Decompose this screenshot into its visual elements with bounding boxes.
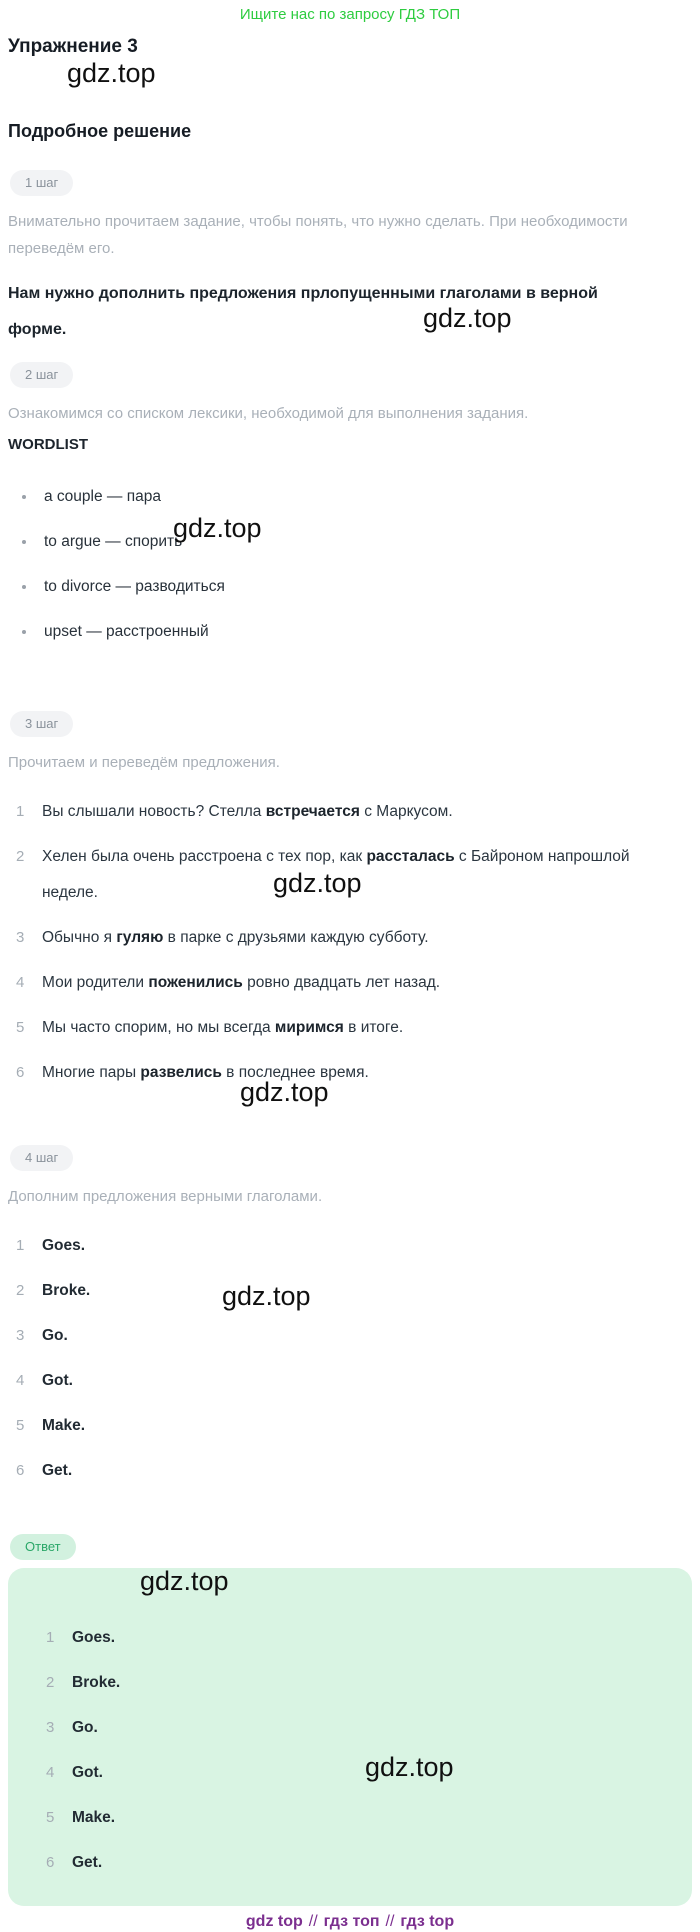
step-2-badge: 2 шаг bbox=[10, 362, 73, 388]
wordlist-text: to divorce — разводиться bbox=[44, 578, 225, 595]
list-item bbox=[30, 1800, 672, 1836]
answer-badge: Ответ bbox=[10, 1534, 76, 1560]
step-4-note: Дополним предложения верными глаголами. bbox=[8, 1188, 323, 1205]
item-text: Make. bbox=[42, 1417, 86, 1434]
list-item bbox=[0, 1408, 700, 1444]
watermark: gdz.top bbox=[140, 1566, 229, 1596]
wordlist-item bbox=[14, 479, 700, 515]
item-text: Мы часто спорим, но мы всегда миримся в итоге. bbox=[42, 1019, 404, 1036]
watermark: gdz.top bbox=[67, 58, 156, 88]
list-item bbox=[30, 1845, 672, 1881]
wordlist-text: a couple — пара bbox=[44, 488, 161, 505]
footer-separator: // bbox=[308, 1913, 318, 1930]
footer-links bbox=[0, 1912, 700, 1932]
item-number: 5 bbox=[16, 1417, 25, 1434]
list-item bbox=[30, 1620, 672, 1656]
bullet-icon bbox=[22, 585, 26, 589]
item-text: Мои родители поженились ровно двадцать лет назад. bbox=[42, 974, 441, 991]
list-item bbox=[0, 1363, 700, 1399]
item-number: 6 bbox=[16, 1064, 25, 1081]
step-1-note: Внимательно прочитаем задание, чтобы понять, что нужно сделать. При необходимости переведём его. bbox=[8, 213, 628, 257]
bullet-icon bbox=[22, 495, 26, 499]
item-text: Get. bbox=[42, 1462, 73, 1479]
list-item bbox=[0, 1273, 700, 1309]
item-text: Make. bbox=[72, 1809, 116, 1826]
list-item bbox=[30, 1665, 672, 1701]
item-number: 2 bbox=[46, 1674, 55, 1691]
item-text: Got. bbox=[72, 1764, 103, 1781]
solution-subtitle: Подробное решение bbox=[8, 121, 192, 141]
item-text: Get. bbox=[72, 1854, 103, 1871]
step-4-badge: 4 шаг bbox=[10, 1145, 73, 1171]
answer-box bbox=[8, 1568, 692, 1906]
item-text: Goes. bbox=[42, 1237, 86, 1254]
item-text: Обычно я гуляю в парке с друзьями каждую субботу. bbox=[42, 929, 429, 946]
watermark: gdz.top bbox=[423, 303, 512, 333]
watermark: gdz.top bbox=[222, 1281, 311, 1311]
list-item bbox=[0, 920, 700, 956]
bullet-icon bbox=[22, 540, 26, 544]
wordlist-text: to argue — спорить bbox=[44, 533, 183, 550]
answer-list bbox=[30, 1620, 672, 1881]
list-item bbox=[0, 1055, 700, 1091]
list-item bbox=[0, 1318, 700, 1354]
step-1-badge: 1 шаг bbox=[10, 170, 73, 196]
step-3-badge: 3 шаг bbox=[10, 711, 73, 737]
wordlist-text: upset — расстроенный bbox=[44, 623, 209, 640]
list-item bbox=[30, 1755, 672, 1791]
item-text: Got. bbox=[42, 1372, 73, 1389]
list-item bbox=[0, 1010, 700, 1046]
item-number: 2 bbox=[16, 1282, 25, 1299]
list-item bbox=[0, 1453, 700, 1489]
item-number: 1 bbox=[16, 1237, 25, 1254]
item-number: 1 bbox=[46, 1629, 55, 1646]
watermark: gdz.top bbox=[173, 513, 262, 543]
item-text: Вы слышали новость? Стелла встречается с Маркусом. bbox=[42, 803, 453, 820]
step-4-answers-list bbox=[0, 1228, 700, 1489]
list-item bbox=[0, 1228, 700, 1264]
item-text: Broke. bbox=[72, 1674, 121, 1691]
item-number: 4 bbox=[46, 1764, 55, 1781]
item-number: 4 bbox=[16, 1372, 25, 1389]
item-text: Broke. bbox=[42, 1282, 91, 1299]
footer-separator: // bbox=[385, 1913, 395, 1930]
item-number: 6 bbox=[46, 1854, 55, 1871]
item-number: 4 bbox=[16, 974, 25, 991]
step-3-note: Прочитаем и переведём предложения. bbox=[8, 754, 280, 771]
item-number: 2 bbox=[16, 848, 25, 865]
item-number: 3 bbox=[46, 1719, 55, 1736]
item-number: 1 bbox=[16, 803, 25, 820]
bullet-icon bbox=[22, 630, 26, 634]
item-number: 3 bbox=[16, 1327, 25, 1344]
item-number: 3 bbox=[16, 929, 25, 946]
step-2-note: Ознакомимся со списком лексики, необходимой для выполнения задания. bbox=[8, 405, 529, 422]
wordlist-title: WORDLIST bbox=[8, 436, 88, 453]
list-item bbox=[0, 965, 700, 1001]
wordlist-item bbox=[14, 524, 700, 560]
watermark: gdz.top bbox=[240, 1077, 329, 1107]
watermark: gdz.top bbox=[273, 868, 362, 898]
sentences-list bbox=[0, 794, 700, 1091]
item-number: 5 bbox=[46, 1809, 55, 1826]
wordlist bbox=[0, 479, 700, 650]
item-text: Многие пары развелись в последнее время. bbox=[42, 1064, 369, 1081]
wordlist-item bbox=[14, 614, 700, 650]
footer-link[interactable]: gdz top bbox=[245, 1913, 303, 1930]
wordlist-item bbox=[14, 569, 700, 605]
item-text: Go. bbox=[72, 1719, 98, 1736]
watermark: gdz.top bbox=[365, 1752, 454, 1782]
item-number: 6 bbox=[16, 1462, 25, 1479]
item-text: Хелен была очень расстроена с тех пор, как рассталась с Байроном напрошлой неделе. bbox=[42, 848, 630, 901]
top-search-link[interactable]: Ищите нас по запросу ГДЗ ТОП bbox=[239, 6, 461, 23]
list-item bbox=[0, 839, 700, 911]
item-number: 5 bbox=[16, 1019, 25, 1036]
footer-link[interactable]: гдз top bbox=[400, 1913, 455, 1930]
item-text: Goes. bbox=[72, 1629, 116, 1646]
list-item bbox=[0, 794, 700, 830]
item-text: Go. bbox=[42, 1327, 68, 1344]
task-statement: Нам нужно дополнить предложения прлопущенными глаголами в верной форме. bbox=[8, 285, 598, 338]
page-title: Упражнение 3 bbox=[8, 36, 138, 57]
footer-link[interactable]: гдз топ bbox=[323, 1913, 380, 1930]
list-item bbox=[30, 1710, 672, 1746]
